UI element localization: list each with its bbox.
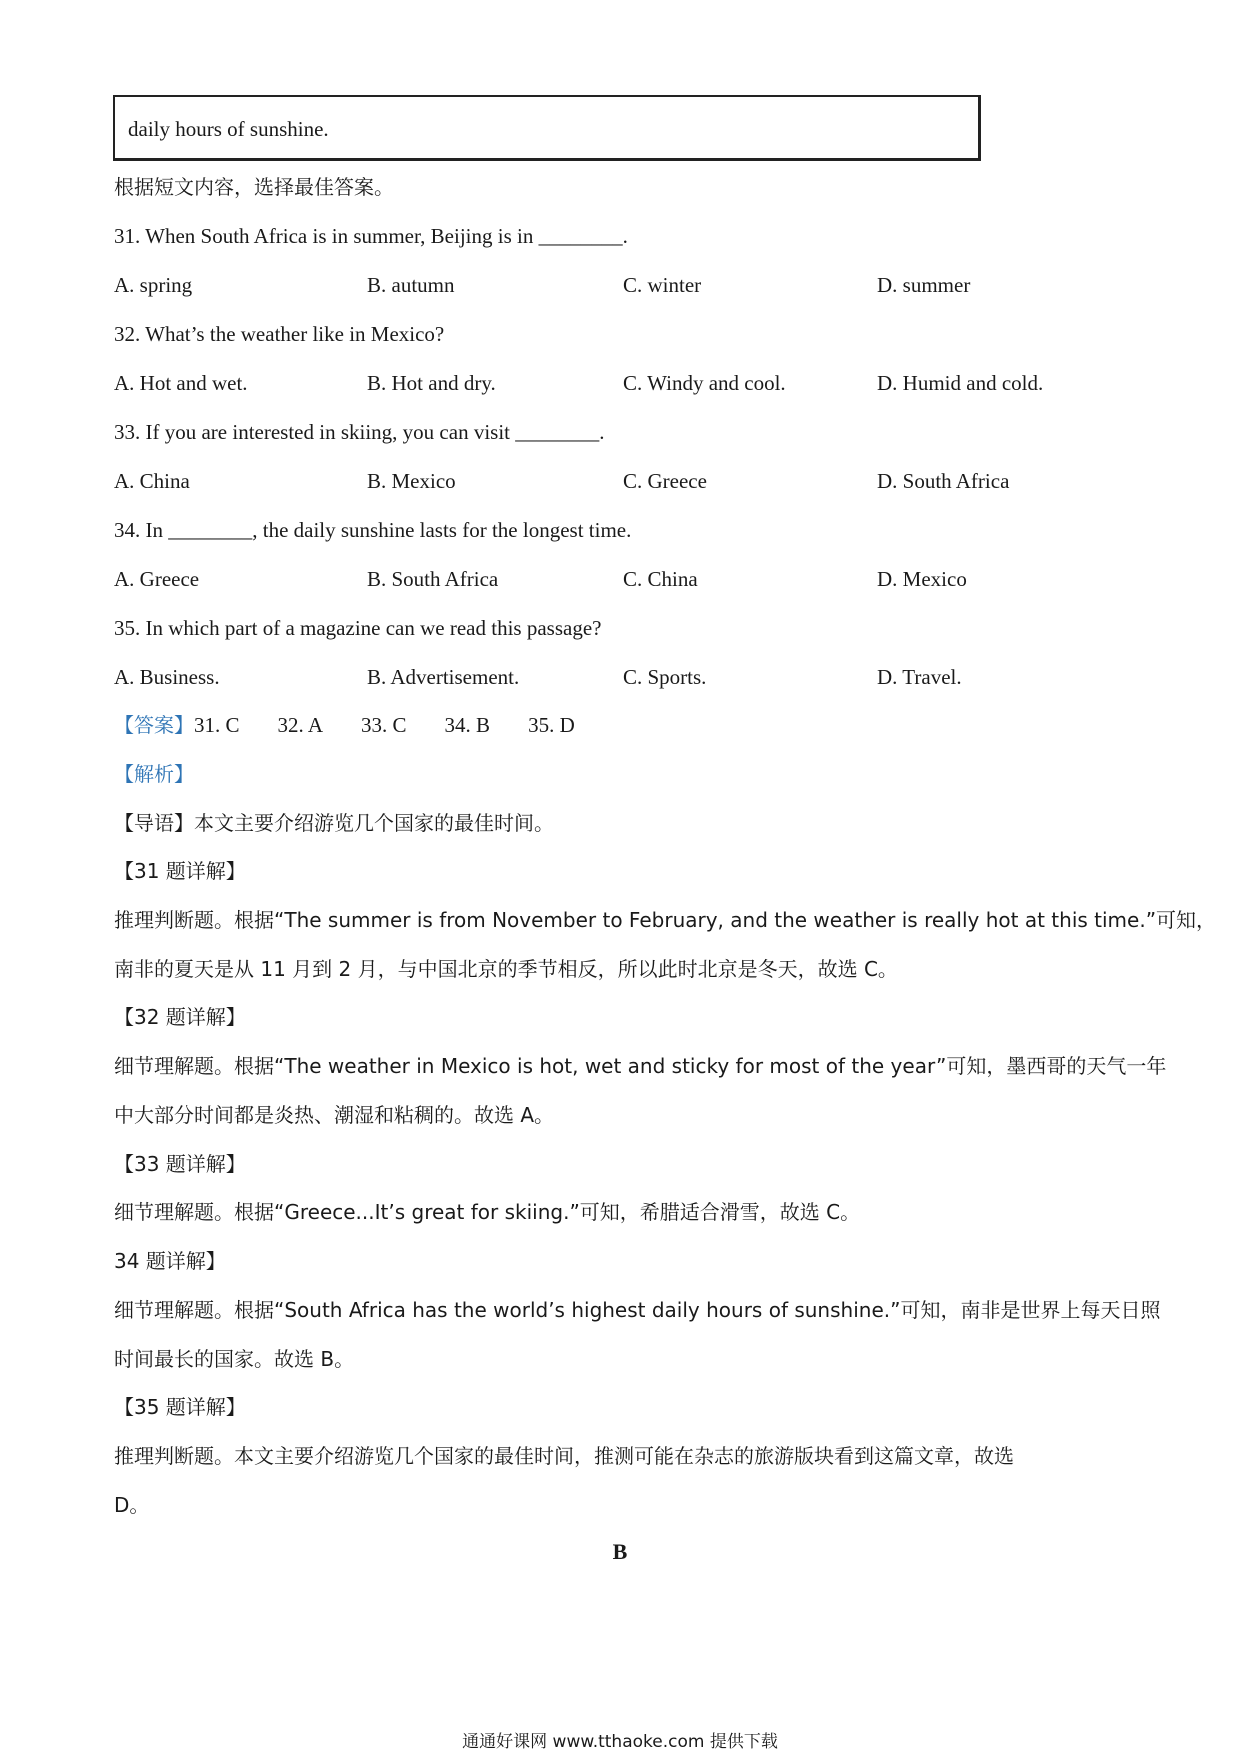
intro-text: 【导语】本文主要介绍游览几个国家的最佳时间。 bbox=[114, 811, 554, 835]
question-31-option-b: B. autumn bbox=[367, 273, 455, 297]
analysis-label: 【解析】 bbox=[114, 762, 194, 786]
question-34-option-a: A. Greece bbox=[114, 567, 200, 591]
page-footer: 通通好课网 www.tthaoke.com 提供下载 bbox=[462, 1732, 778, 1752]
question-32-option-d: D. Humid and cold. bbox=[877, 371, 1044, 395]
question-35-option-c: C. Sports. bbox=[623, 665, 707, 689]
question-33-option-d: D. South Africa bbox=[877, 469, 1010, 493]
detail-32-heading: 【32 题详解】 bbox=[114, 1005, 246, 1029]
answer-35: 35. D bbox=[528, 713, 575, 737]
question-35-option-a: A. Business. bbox=[114, 665, 220, 689]
question-32-option-a: A. Hot and wet. bbox=[114, 371, 248, 395]
detail-33-line-1: 细节理解题。根据“Greece...It’s great for skiing.”可知，希腊适合滑雪，故选 C。 bbox=[114, 1200, 861, 1224]
detail-31-line-2: 南非的夏天是从 11 月到 2 月，与中国北京的季节相反，所以此时北京是冬天，故选 C。 bbox=[114, 957, 898, 981]
detail-32-line-2: 中大部分时间都是炎热、潮湿和粘稠的。故选 A。 bbox=[114, 1103, 555, 1127]
detail-35-line-1: 推理判断题。本文主要介绍游览几个国家的最佳时间，推测可能在杂志的旅游版块看到这篇文章，故选 bbox=[114, 1444, 1014, 1468]
detail-32-line-1: 细节理解题。根据“The weather in Mexico is hot, wet and sticky for most of the year”可知，墨西哥的天气一年 bbox=[114, 1054, 1167, 1078]
question-34-option-d: D. Mexico bbox=[877, 567, 967, 591]
question-35-option-d: D. Travel. bbox=[877, 665, 962, 689]
question-32-option-b: B. Hot and dry. bbox=[367, 371, 496, 395]
question-32-stem: 32. What’s the weather like in Mexico? bbox=[114, 322, 445, 346]
answer-32: 32. A bbox=[277, 713, 324, 737]
question-31-option-a: A. spring bbox=[114, 273, 193, 297]
detail-35-heading: 【35 题详解】 bbox=[114, 1395, 246, 1419]
question-34-stem: 34. In ________, the daily sunshine lasts for the longest time. bbox=[114, 518, 632, 542]
question-31-option-d: D. summer bbox=[877, 273, 971, 297]
answer-34: 34. B bbox=[444, 713, 491, 737]
detail-35-line-2: D。 bbox=[114, 1493, 150, 1517]
detail-34-heading: 34 题详解】 bbox=[114, 1249, 226, 1273]
question-33-stem: 33. If you are interested in skiing, you can visit ________. bbox=[114, 420, 605, 444]
passage-box-end bbox=[113, 95, 981, 161]
section-letter: B bbox=[612, 1539, 628, 1564]
question-34-option-b: B. South Africa bbox=[367, 567, 499, 591]
question-31-stem: 31. When South Africa is in summer, Beijing is in ________. bbox=[114, 224, 628, 248]
question-35-stem: 35. In which part of a magazine can we read this passage? bbox=[114, 616, 602, 640]
question-33-option-c: C. Greece bbox=[623, 469, 707, 493]
passage-box-text: daily hours of sunshine. bbox=[128, 117, 329, 141]
detail-34-line-1: 细节理解题。根据“South Africa has the world’s highest daily hours of sunshine.”可知，南非是世界上每天日照 bbox=[114, 1298, 1161, 1322]
question-33-option-a: A. China bbox=[114, 469, 190, 493]
question-32-option-c: C. Windy and cool. bbox=[623, 371, 786, 395]
question-35-option-b: B. Advertisement. bbox=[367, 665, 520, 689]
question-33-option-b: B. Mexico bbox=[367, 469, 456, 493]
answer-row bbox=[114, 711, 613, 739]
instruction: 根据短文内容，选择最佳答案。 bbox=[114, 175, 394, 199]
answer-31: 31. C bbox=[194, 713, 240, 737]
detail-33-heading: 【33 题详解】 bbox=[114, 1152, 246, 1176]
detail-31-heading: 【31 题详解】 bbox=[114, 859, 246, 883]
answer-label: 【答案】 bbox=[114, 713, 194, 737]
detail-34-line-2: 时间最长的国家。故选 B。 bbox=[114, 1347, 355, 1371]
detail-31-line-1: 推理判断题。根据“The summer is from November to February, and the weather is really hot at this time.”可知， bbox=[114, 908, 1217, 932]
answer-33: 33. C bbox=[361, 713, 407, 737]
question-31-option-c: C. winter bbox=[623, 273, 702, 297]
question-34-option-c: C. China bbox=[623, 567, 698, 591]
